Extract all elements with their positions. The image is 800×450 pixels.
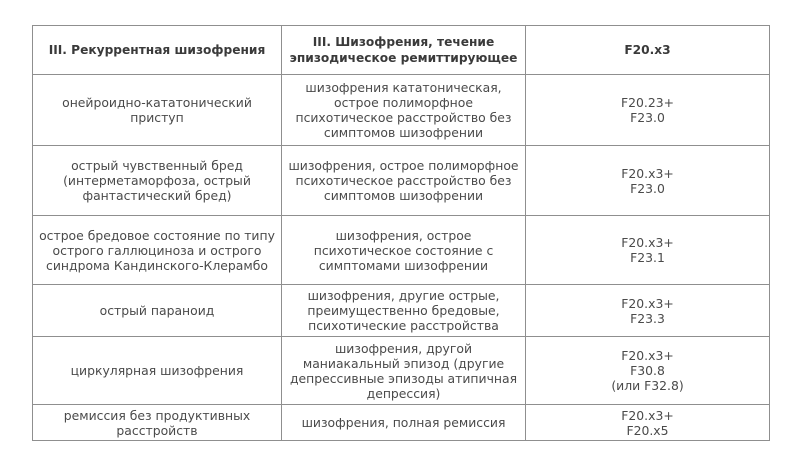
- code-line: F23.1: [630, 250, 665, 265]
- code-line: F23.0: [630, 180, 665, 196]
- cell-diagnosis: шизофрения кататоническая, острое полиморфное психотическое расстройство без симптомов шизофрении: [282, 75, 526, 146]
- cell-diagnosis: шизофрения, другой маниакальный эпизод (другие депрессивные эпизоды атипичная депрессия): [282, 337, 526, 405]
- cell-diagnosis: шизофрения, другие острые, преимущественно бредовые, психотические расстройства: [282, 285, 526, 337]
- table-row: [33, 146, 770, 216]
- cell-code: [526, 285, 770, 337]
- code-line: F23.0: [630, 110, 665, 125]
- code-line: F30.8: [630, 363, 665, 378]
- code-line: F23.3: [630, 310, 665, 326]
- table-row: [33, 216, 770, 285]
- header-row: [33, 26, 770, 75]
- cell-diagnosis: шизофрения, острое полиморфное психотическое расстройство без симптомов шизофрении: [282, 146, 526, 216]
- code-line: F20.x3+: [621, 407, 674, 423]
- cell-code: [526, 337, 770, 405]
- cell-code: [526, 146, 770, 216]
- classification-table: [32, 25, 770, 441]
- cell-clinical-form: циркулярная шизофрения: [33, 337, 282, 405]
- cell-clinical-form: ремиссия без продуктивных расстройств: [33, 405, 282, 441]
- code-line: F20.x5: [626, 422, 669, 438]
- cell-code: [526, 216, 770, 285]
- header-cell-episodic: III. Шизофрения, течение эпизодическое ремиттирующее: [282, 26, 526, 75]
- header-cell-code: F20.x3: [526, 26, 770, 75]
- cell-clinical-form: острый чувственный бред (интерметаморфоза, острый фантастический бред): [33, 146, 282, 216]
- code-line: F20.x3+: [621, 165, 674, 181]
- table-row: [33, 405, 770, 441]
- code-line: F20.23+: [621, 95, 674, 110]
- table-row: [33, 285, 770, 337]
- cell-clinical-form: онейроидно-кататонический приступ: [33, 75, 282, 146]
- code-line: F20.x3+: [621, 295, 674, 311]
- table-row: [33, 75, 770, 146]
- cell-code: [526, 75, 770, 146]
- table-row: [33, 337, 770, 405]
- cell-clinical-form: острый параноид: [33, 285, 282, 337]
- cell-code: [526, 405, 770, 441]
- code-line: F20.x3+: [621, 348, 674, 363]
- cell-clinical-form: острое бредовое состояние по типу острого галлюциноза и острого синдрома Кандинского-Клерамбо: [33, 216, 282, 285]
- code-line: F20.x3+: [621, 235, 674, 250]
- cell-diagnosis: шизофрения, острое психотическое состояние с симптомами шизофрении: [282, 216, 526, 285]
- cell-diagnosis: шизофрения, полная ремиссия: [282, 405, 526, 441]
- header-cell-recurrent: III. Рекуррентная шизофрения: [33, 26, 282, 75]
- code-line: (или F32.8): [611, 378, 684, 393]
